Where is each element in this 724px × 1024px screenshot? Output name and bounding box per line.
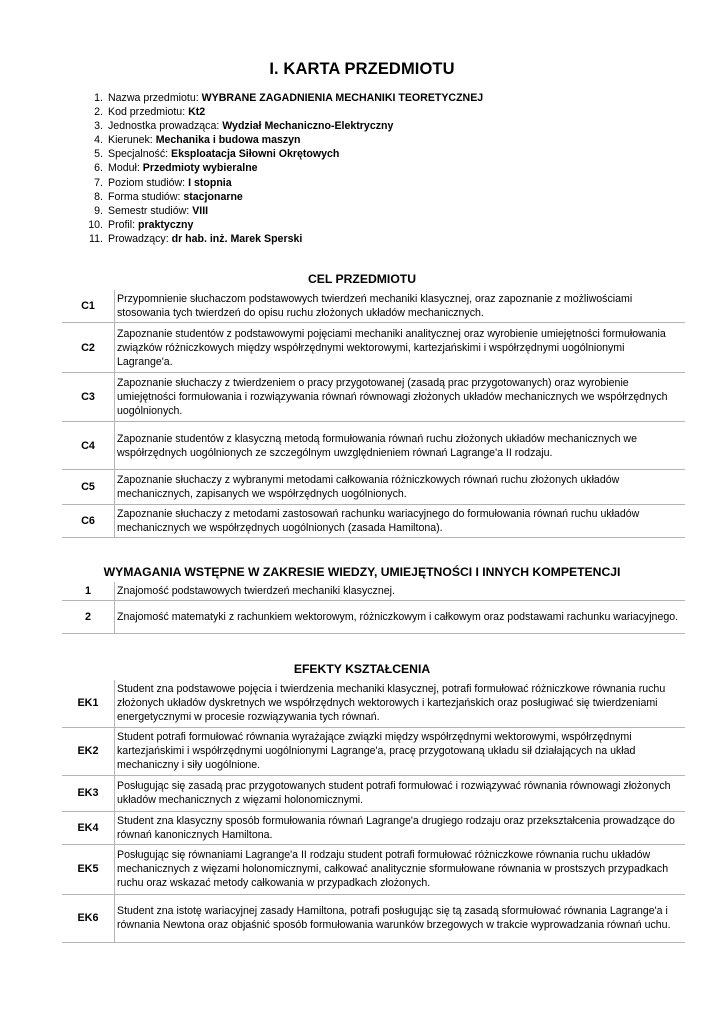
section-title-cel: CEL PRZEDMIOTU <box>307 272 417 286</box>
row-text: Posługując się zasadą prac przygotowanych student potrafi formułować i rozwiązywać równania równowagi złożonych układów mechanicznych z więzami holonomicznymi. <box>115 775 686 811</box>
info-item: 8. Forma studiów: stacjonarne <box>94 190 243 203</box>
table-row <box>62 680 685 727</box>
efekty-table <box>62 680 685 943</box>
table-row <box>62 422 685 470</box>
row-code: 2 <box>62 601 115 634</box>
info-item: 7. Poziom studiów: I stopnia <box>94 176 232 189</box>
table-row <box>62 811 685 844</box>
cel-table <box>62 290 685 538</box>
section-title-wymagania: WYMAGANIA WSTĘPNE W ZAKRESIE WIEDZY, UMIEJĘTNOŚCI I INNYCH KOMPETENCJI <box>103 565 621 579</box>
row-text: Zapoznanie studentów z podstawowymi pojęciami mechaniki analitycznej oraz wyrobienie umiejętności formułowania związków różniczkowych między współrzędnymi wektorowymi, kartezjańskimi i współrzędnymi uogólnionymi Lagrange'a. <box>115 323 686 373</box>
wymagania-table <box>62 582 685 634</box>
row-code: EK1 <box>62 680 115 727</box>
row-code: EK2 <box>62 727 115 775</box>
table-row <box>62 582 685 601</box>
row-text: Znajomość matematyki z rachunkiem wektorowym, różniczkowym i całkowym oraz podstawami rachunku wariacyjnego. <box>115 601 686 634</box>
row-text: Posługując się równaniami Lagrange'a II rodzaju student potrafi formułować różniczkowe równania ruchu układów mechanicznych z więzami holonomicznymi, całkować analitycznie sformułowane równania w prostszych przypadkach ruchu oraz wskazać metody całkowania w przypadkach złożonych. <box>115 844 686 894</box>
info-item: 2. Kod przedmiotu: Kt2 <box>94 106 206 119</box>
row-code: EK3 <box>62 775 115 811</box>
section-title-efekty: EFEKTY KSZTAŁCENIA <box>293 662 431 676</box>
row-text: Zapoznanie słuchaczy z metodami zastosowań rachunku wariacyjnego do formułowania równań ruchu układów mechanicznych we współrzędnych uogólnionych (zasada Hamiltona). <box>115 505 686 538</box>
info-item: 1. Nazwa przedmiotu: WYBRANE ZAGADNIENIA MECHANIKI TEORETYCZNEJ <box>94 92 484 104</box>
row-text: Student zna podstawowe pojęcia i twierdzenia mechaniki klasycznej, potrafi formułować różniczkowe równania ruchu złożonych układów dyskretnych we współrzędnych wektorowych i kartezjańskich oraz posługiwać się twierdzeniami energetycznymi w procesie rozwiązywania tych równań. <box>115 680 686 727</box>
row-text: Zapoznanie studentów z klasyczną metodą formułowania równań ruchu złożonych układów mechanicznych we współrzędnych uogólnionych ze szczególnym uwzględnieniem równań Lagrange'a II rodzaju. <box>115 422 686 470</box>
info-item: 5. Specjalność: Eksploatacja Siłowni Okrętowych <box>94 148 340 161</box>
table-row <box>62 323 685 373</box>
table-row <box>62 775 685 811</box>
info-item: 11. Prowadzący: dr hab. inż. Marek Sperski <box>89 232 303 245</box>
row-text: Przypomnienie słuchaczom podstawowych twierdzeń mechaniki klasycznej, oraz zapoznanie z możliwościami stosowania tych twierdzeń do opisu ruchu złożonych układów mechanicznych. <box>115 290 686 323</box>
table-row <box>62 844 685 894</box>
row-text: Zapoznanie słuchaczy z twierdzeniem o pracy przygotowanej (zasadą prac przygotowanych) oraz wyrobienie umiejętności formułowania i rozwiązywania równań równowagi złożonych układów mechanicznych we współrzędnych uogólnionych. <box>115 373 686 422</box>
row-code: C5 <box>62 470 115 505</box>
row-code: C4 <box>62 422 115 470</box>
row-text: Znajomość podstawowych twierdzeń mechaniki klasycznej. <box>115 582 686 601</box>
row-code: EK5 <box>62 844 115 894</box>
page-title: I. KARTA PRZEDMIOTU <box>269 60 455 78</box>
table-row <box>62 894 685 942</box>
row-code: EK4 <box>62 811 115 844</box>
row-code: 1 <box>62 582 115 601</box>
info-item: 3. Jednostka prowadząca: Wydział Mechaniczno-Elektryczny <box>94 120 394 133</box>
table-row <box>62 373 685 422</box>
row-code: EK6 <box>62 894 115 942</box>
info-item: 9. Semestr studiów: VIII <box>94 204 209 217</box>
row-code: C3 <box>62 373 115 422</box>
info-item: 6. Moduł: Przedmioty wybieralne <box>94 162 258 175</box>
row-text: Student potrafi formułować równania wyrażające związki między współrzędnymi wektorowymi, współrzędnymi kartezjańskimi i współrzędnymi uogólnionymi Lagrange'a, pracę przygotowaną układu sił działających na układ mechaniczny i siły uogólnione. <box>115 727 686 775</box>
table-row <box>62 727 685 775</box>
table-row <box>62 601 685 634</box>
row-text: Zapoznanie słuchaczy z wybranymi metodami całkowania różniczkowych równań ruchu złożonych układów mechanicznych, zapisanych we współrzędnych uogólnionych. <box>115 470 686 505</box>
row-code: C1 <box>62 290 115 323</box>
table-row <box>62 290 685 323</box>
row-text: Student zna istotę wariacyjnej zasady Hamiltona, potrafi posługując się tą zasadą sformułować równania Lagrange'a i równania Newtona oraz objaśnić sposób formułowania warunków brzegowych w trakcie wyprowadzania równań uchu. <box>115 894 686 942</box>
table-row <box>62 470 685 505</box>
info-item: 10. Profil: praktyczny <box>88 218 194 231</box>
row-text: Student zna klasyczny sposób formułowania równań Lagrange'a drugiego rodzaju oraz przekształcenia prowadzące do równań kanonicznych Hamiltona. <box>115 811 686 844</box>
row-code: C6 <box>62 505 115 538</box>
row-code: C2 <box>62 323 115 373</box>
course-info-list <box>78 91 483 246</box>
table-row <box>62 505 685 538</box>
info-item: 4. Kierunek: Mechanika i budowa maszyn <box>94 134 301 147</box>
